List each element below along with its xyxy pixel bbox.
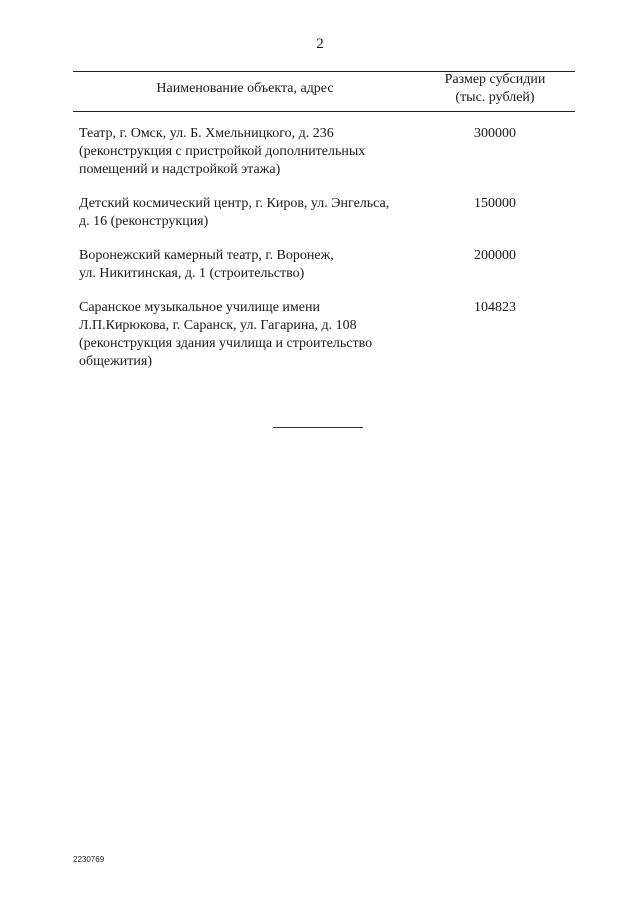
subsidy-amount: 300000 [474, 126, 516, 141]
object-name-address [79, 125, 419, 179]
column-header-amount-line2: (тыс. рублей) [455, 90, 535, 105]
object-name-address [79, 195, 419, 231]
object-name-address [79, 247, 419, 283]
object-line: Театр, г. Омск, ул. Б. Хмельницкого, д. 236 [79, 126, 334, 141]
subsidy-amount: 150000 [474, 196, 516, 211]
column-header-amount [420, 71, 570, 107]
object-line: помещений и надстройкой этажа) [79, 162, 281, 177]
object-line: Л.П.Кирюкова, г. Саранск, ул. Гагарина, д. 108 [79, 318, 357, 333]
object-line: (реконструкция с пристройкой дополнительных [79, 144, 366, 159]
object-line: Воронежский камерный театр, г. Воронеж, [79, 248, 334, 263]
object-line: Детский космический центр, г. Киров, ул. Энгельса, [79, 196, 390, 211]
page-number: 2 [316, 36, 324, 52]
object-line: общежития) [79, 354, 152, 369]
column-header-amount-line1: Размер субсидии [444, 72, 546, 87]
object-line: д. 16 (реконструкция) [79, 214, 209, 229]
object-name-address [79, 299, 419, 371]
object-line: Саранское музыкальное училище имени [79, 300, 320, 315]
object-line: ул. Никитинская, д. 1 (строительство) [79, 266, 305, 281]
subsidy-amount: 104823 [474, 300, 516, 315]
document-code: 2230769 [73, 855, 105, 864]
subsidy-amount: 200000 [474, 248, 516, 263]
object-line: (реконструкция здания училища и строительство [79, 336, 373, 351]
column-header-name: Наименование объекта, адрес [156, 81, 334, 96]
end-of-table-rule [273, 427, 363, 428]
table-header-rule [73, 111, 575, 112]
